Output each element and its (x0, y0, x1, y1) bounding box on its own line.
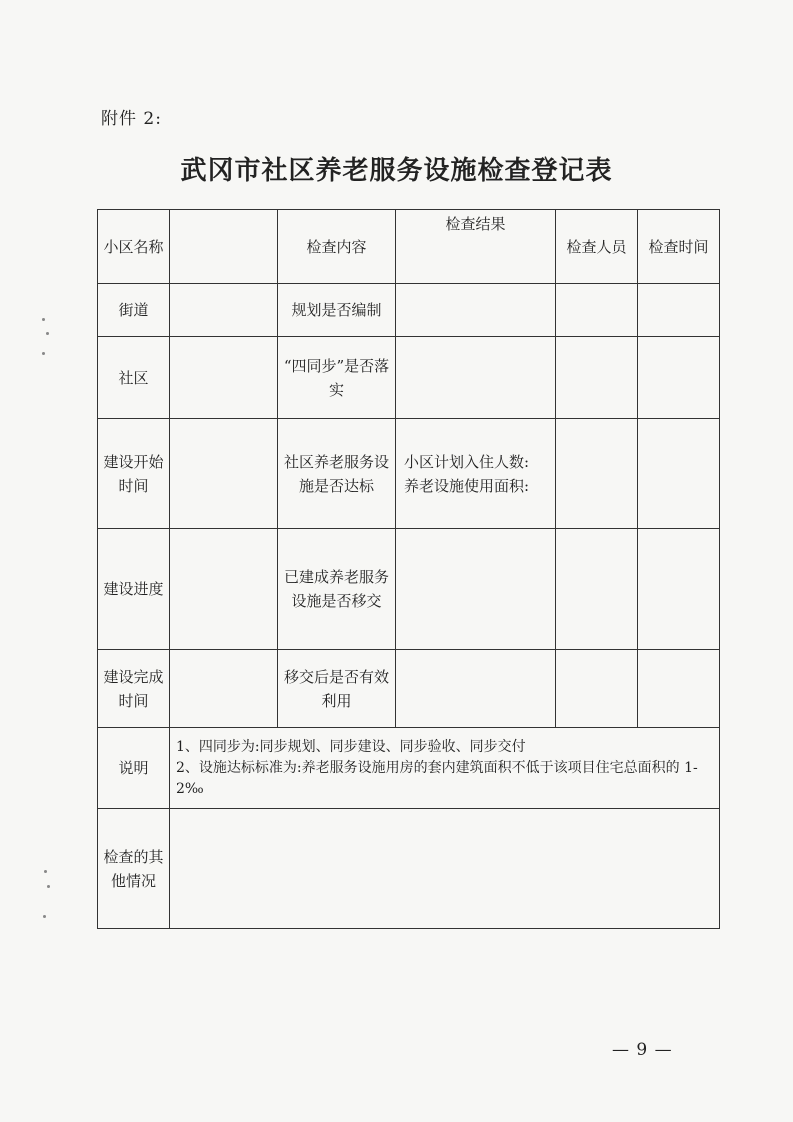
row-check-time[interactable] (638, 529, 720, 650)
row-check-content: 规划是否编制 (278, 284, 396, 337)
header-row (98, 210, 720, 284)
row-check-result[interactable] (396, 337, 556, 419)
row-inspector[interactable] (556, 284, 638, 337)
scan-speck (42, 318, 45, 321)
inspection-form-table (97, 209, 720, 929)
note-line-2: 2、设施达标标准为:养老服务设施用房的套内建筑面积不低于该项目住宅总面积的 1-2‰ (176, 759, 698, 797)
row-check-result[interactable]: 小区计划入住人数: 养老设施使用面积: (396, 419, 556, 529)
row-check-content: 社区养老服务设施是否达标 (278, 419, 396, 529)
table-row (98, 419, 720, 529)
scan-speck (44, 870, 47, 873)
row-check-time[interactable] (638, 650, 720, 728)
community-name-label: 小区名称 (98, 210, 170, 284)
note-text (170, 728, 720, 809)
row-check-result[interactable] (396, 529, 556, 650)
note-row (98, 728, 720, 809)
scan-speck (46, 332, 49, 335)
row-value[interactable] (170, 650, 278, 728)
other-situation-value[interactable] (170, 809, 720, 929)
page-title: 武冈市社区养老服务设施检查登记表 (180, 156, 613, 186)
row-inspector[interactable] (556, 650, 638, 728)
community-name-value[interactable] (170, 210, 278, 284)
row-check-content: 移交后是否有效利用 (278, 650, 396, 728)
scan-speck (47, 885, 50, 888)
row-value[interactable] (170, 337, 278, 419)
attachment-label: 附件 2: (101, 109, 162, 129)
other-row (98, 809, 720, 929)
row-label: 街道 (98, 284, 170, 337)
row-inspector[interactable] (556, 337, 638, 419)
row-label: 建设进度 (98, 529, 170, 650)
row-label: 建设完成时间 (98, 650, 170, 728)
header-check-content: 检查内容 (278, 210, 396, 284)
note-label: 说明 (98, 728, 170, 809)
header-check-result: 检查结果 (396, 210, 556, 284)
row-check-result[interactable] (396, 650, 556, 728)
note-line-1: 1、四同步为:同步规划、同步建设、同步验收、同步交付 (176, 738, 526, 755)
row-check-result[interactable] (396, 284, 556, 337)
table-row (98, 284, 720, 337)
page-number: — 9 — (612, 1040, 673, 1060)
row-check-content: 已建成养老服务设施是否移交 (278, 529, 396, 650)
row-value[interactable] (170, 419, 278, 529)
row-check-time[interactable] (638, 419, 720, 529)
scan-speck (42, 352, 45, 355)
header-inspector: 检查人员 (556, 210, 638, 284)
row-check-time[interactable] (638, 337, 720, 419)
table-row (98, 529, 720, 650)
row-label: 建设开始时间 (98, 419, 170, 529)
row-check-content: “四同步”是否落实 (278, 337, 396, 419)
other-situation-label: 检查的其他情况 (98, 809, 170, 929)
table-row (98, 650, 720, 728)
row-check-time[interactable] (638, 284, 720, 337)
row-inspector[interactable] (556, 419, 638, 529)
header-check-time: 检查时间 (638, 210, 720, 284)
row-value[interactable] (170, 529, 278, 650)
scan-speck (43, 915, 46, 918)
table-row (98, 337, 720, 419)
row-value[interactable] (170, 284, 278, 337)
row-inspector[interactable] (556, 529, 638, 650)
row-label: 社区 (98, 337, 170, 419)
